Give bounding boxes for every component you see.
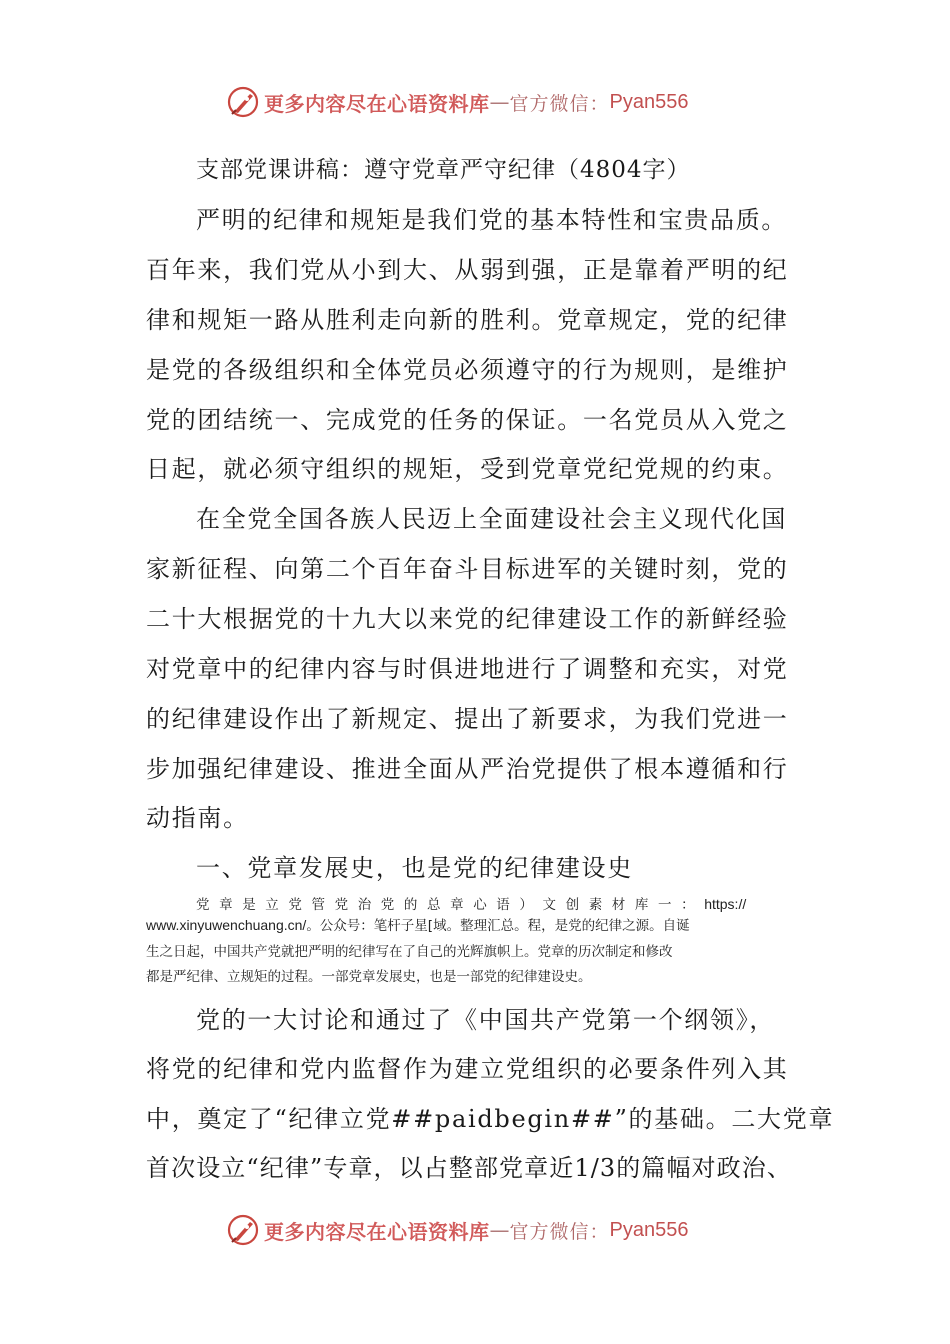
banner-wechat-id: Pyan556 bbox=[609, 1218, 689, 1241]
text-line: 将党的纪律和党内监督作为建立党组织的必要条件列入其 bbox=[146, 1055, 789, 1083]
text-line: 家新征程、向第二个百年奋斗目标进军的关键时刻，党的 bbox=[146, 555, 789, 583]
banner-official-label: 官方微信： bbox=[509, 1220, 610, 1243]
header-banner bbox=[226, 84, 688, 120]
quill-logo-icon bbox=[226, 85, 260, 119]
text-line: 中，奠定了“纪律立党##paidbegin##”的基础。二大党章 bbox=[146, 1105, 835, 1133]
text-line: 二十大根据党的十九大以来党的纪律建设工作的新鲜经验 bbox=[146, 605, 789, 633]
text-line: 律和规矩一路从胜利走向新的胜利。党章规定，党的纪律 bbox=[146, 306, 789, 334]
text-line: 日起，就必须守组织的规矩，受到党章党纪党规的约束。 bbox=[146, 455, 789, 483]
small-text-line: 都是严纪律、立规矩的过程。一部党章发展史，也是一部党的纪律建设史。 bbox=[146, 969, 592, 985]
text-line: 严明的纪律和规矩是我们党的基本特性和宝贵品质。 bbox=[196, 206, 788, 234]
small-text: 党章是立党管党治党的总章心语）文创素材库一： bbox=[196, 897, 705, 913]
text-line: 步加强纪律建设、推进全面从严治党提供了根本遵循和行 bbox=[146, 755, 789, 783]
banner-site-name: 更多内容尽在心语资料库 bbox=[264, 1219, 490, 1244]
banner-official-label: 官方微信： bbox=[509, 92, 610, 115]
section-heading: 一、党章发展史，也是党的纪律建设史 bbox=[196, 854, 633, 882]
text-line: 对党章中的纪律内容与时俱进地进行了调整和充实，对党 bbox=[146, 655, 789, 683]
banner-dash: — bbox=[489, 1218, 510, 1242]
document-title: 支部党课讲稿：遵守党章严守纪律（4804字） bbox=[196, 157, 691, 183]
text-line: 党的团结统一、完成党的任务的保证。一名党员从入党之 bbox=[146, 406, 789, 434]
quill-logo-icon bbox=[226, 1213, 260, 1247]
text-line: 党的一大讨论和通过了《中国共产党第一个纲领》， bbox=[196, 1006, 776, 1034]
small-text-line: 生之日起，中国共产党就把严明的纪律写在了自己的光辉旗帜上。党章的历次制定和修改 bbox=[146, 944, 673, 960]
text-line: 在全党全国各族人民迈上全面建设社会主义现代化国 bbox=[196, 505, 788, 533]
source-url: https:// bbox=[704, 896, 747, 912]
small-text-line bbox=[146, 915, 808, 937]
text-line: 是党的各级组织和全体党员必须遵守的行为规则，是维护 bbox=[146, 356, 789, 384]
text-line: 首次设立“纪律”专章，以占整部党章近1/3的篇幅对政治、 bbox=[146, 1154, 792, 1182]
small-text-line bbox=[196, 894, 808, 916]
banner-wechat-id: Pyan556 bbox=[609, 90, 689, 113]
small-text: 。公众号：笔杆子星[域。整理汇总。程，是党的纪律之源。自诞 bbox=[306, 918, 690, 934]
banner-site-name: 更多内容尽在心语资料库 bbox=[264, 91, 490, 116]
text-line: 动指南。 bbox=[146, 804, 249, 832]
source-url: www.xinyuwenchuang.cn/ bbox=[146, 917, 307, 933]
text-line: 的纪律建设作出了新规定、提出了新要求，为我们党进一 bbox=[146, 705, 789, 733]
footer-banner bbox=[226, 1212, 688, 1248]
banner-dash: — bbox=[489, 90, 510, 114]
text-line: 百年来，我们党从小到大、从弱到强，正是靠着严明的纪 bbox=[146, 256, 789, 284]
